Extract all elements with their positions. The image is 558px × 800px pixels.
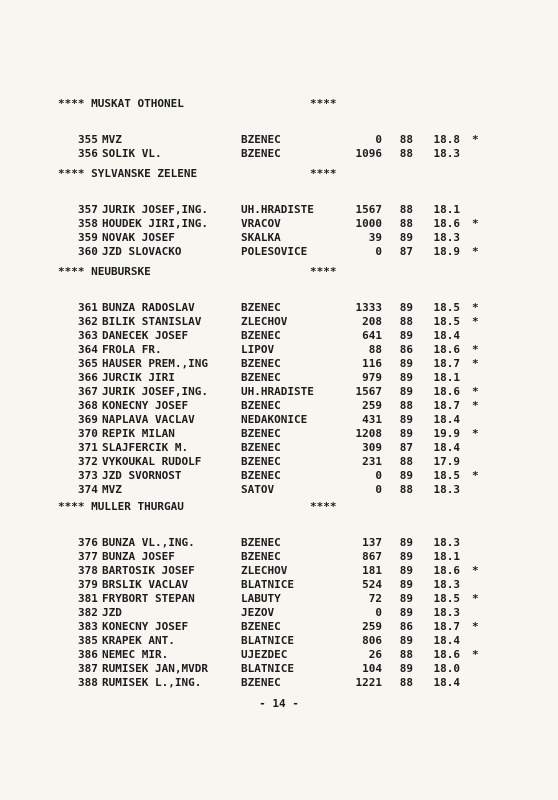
page-number: - 14 -	[259, 697, 299, 710]
variety-title: **** MULLER THURGAU	[58, 500, 184, 513]
sugar-degree: 18.7	[433, 399, 460, 412]
quantity: 259	[362, 620, 382, 633]
grower-place: BLATNICE	[241, 578, 294, 591]
entry-row	[58, 620, 498, 634]
entry-number: 364	[78, 343, 98, 356]
grower-place: SKALKA	[241, 231, 281, 244]
entry-list	[58, 203, 498, 259]
grower-place: BZENEC	[241, 427, 281, 440]
quantity: 641	[362, 329, 382, 342]
entry-row	[58, 536, 498, 550]
grower-place: BLATNICE	[241, 634, 294, 647]
grower-place: BZENEC	[241, 301, 281, 314]
grower-name: VYKOUKAL RUDOLF	[102, 455, 202, 468]
grower-name: FROLA FR.	[102, 343, 162, 356]
sugar-degree: 18.3	[433, 231, 460, 244]
award-mark: *	[472, 343, 479, 356]
variety-heading	[58, 500, 498, 514]
grower-name: BUNZA RADOSLAV	[102, 301, 195, 314]
vintage-year: 87	[399, 441, 413, 454]
variety-heading	[58, 265, 498, 279]
grower-place: BZENEC	[241, 399, 281, 412]
entry-number: 359	[78, 231, 98, 244]
award-mark: *	[472, 301, 479, 314]
vintage-year: 89	[399, 329, 413, 342]
grower-name: JURCIK JIRI	[102, 371, 175, 384]
entry-row	[58, 231, 498, 245]
grower-place: UJEZDEC	[241, 648, 288, 661]
grower-name: NEMEC MIR.	[102, 648, 169, 661]
sugar-degree: 17.9	[433, 455, 460, 468]
entry-row	[58, 564, 498, 578]
quantity: 0	[375, 469, 382, 482]
grower-place: LABUTY	[241, 592, 281, 605]
entry-list	[58, 301, 498, 497]
entry-row	[58, 399, 498, 413]
entry-row	[58, 634, 498, 648]
quantity: 0	[375, 606, 382, 619]
entry-row	[58, 606, 498, 620]
sugar-degree: 18.0	[433, 662, 460, 675]
quantity: 806	[362, 634, 382, 647]
award-mark: *	[472, 564, 479, 577]
grower-place: UH.HRADISTE	[241, 203, 314, 216]
sugar-degree: 18.9	[433, 245, 460, 258]
grower-place: BZENEC	[241, 620, 281, 633]
grower-place: BZENEC	[241, 371, 281, 384]
quantity: 181	[362, 564, 382, 577]
grower-name: BUNZA JOSEF	[102, 550, 175, 563]
grower-place: BZENEC	[241, 329, 281, 342]
entry-row	[58, 147, 498, 161]
grower-name: MVZ	[102, 133, 122, 146]
entry-number: 368	[78, 399, 98, 412]
vintage-year: 89	[399, 578, 413, 591]
award-mark: *	[472, 385, 479, 398]
grower-name: BILIK STANISLAV	[102, 315, 202, 328]
sugar-degree: 18.5	[433, 301, 460, 314]
sugar-degree: 18.6	[433, 217, 460, 230]
grower-place: BZENEC	[241, 357, 281, 370]
quantity: 1000	[355, 217, 382, 230]
grower-name: DANECEK JOSEF	[102, 329, 189, 342]
grower-name: SOLIK VL.	[102, 147, 162, 160]
entry-number: 356	[78, 147, 98, 160]
entry-number: 370	[78, 427, 98, 440]
vintage-year: 88	[399, 676, 413, 689]
sugar-degree: 18.1	[433, 203, 460, 216]
award-mark: *	[472, 592, 479, 605]
grower-place: UH.HRADISTE	[241, 385, 314, 398]
entry-number: 374	[78, 483, 98, 496]
award-mark: *	[472, 357, 479, 370]
grower-place: BZENEC	[241, 550, 281, 563]
variety-title: **** SYLVANSKE ZELENE	[58, 167, 198, 180]
quantity: 72	[368, 592, 382, 605]
variety-title: **** NEUBURSKE	[58, 265, 151, 278]
entry-row	[58, 469, 498, 483]
quantity: 1333	[355, 301, 382, 314]
entry-number: 355	[78, 133, 98, 146]
vintage-year: 88	[399, 648, 413, 661]
entry-row	[58, 648, 498, 662]
sugar-degree: 18.4	[433, 634, 460, 647]
sugar-degree: 18.5	[433, 469, 460, 482]
entry-number: 383	[78, 620, 98, 633]
entry-number: 360	[78, 245, 98, 258]
sugar-degree: 18.6	[433, 648, 460, 661]
award-mark: *	[472, 399, 479, 412]
quantity: 231	[362, 455, 382, 468]
award-mark: *	[472, 648, 479, 661]
entry-list	[58, 536, 498, 690]
quantity: 39	[368, 231, 382, 244]
entry-number: 388	[78, 676, 98, 689]
vintage-year: 89	[399, 469, 413, 482]
sugar-degree: 18.3	[433, 536, 460, 549]
grower-place: BZENEC	[241, 536, 281, 549]
entry-row	[58, 343, 498, 357]
grower-place: LIPOV	[241, 343, 275, 356]
entry-row	[58, 455, 498, 469]
entry-row	[58, 301, 498, 315]
quantity: 1567	[355, 385, 382, 398]
vintage-year: 88	[399, 455, 413, 468]
entry-number: 376	[78, 536, 98, 549]
grower-place: SATOV	[241, 483, 275, 496]
grower-place: ZLECHOV	[241, 315, 288, 328]
grower-place: BLATNICE	[241, 662, 294, 675]
grower-name: NAPLAVA VACLAV	[102, 413, 195, 426]
sugar-degree: 18.4	[433, 441, 460, 454]
vintage-year: 87	[399, 245, 413, 258]
entry-row	[58, 578, 498, 592]
quantity: 431	[362, 413, 382, 426]
entry-number: 385	[78, 634, 98, 647]
vintage-year: 89	[399, 550, 413, 563]
sugar-degree: 19.9	[433, 427, 460, 440]
sugar-degree: 18.6	[433, 564, 460, 577]
quantity: 88	[368, 343, 382, 356]
grower-name: HOUDEK JIRI,ING.	[102, 217, 208, 230]
vintage-year: 89	[399, 413, 413, 426]
vintage-year: 89	[399, 231, 413, 244]
entry-row	[58, 592, 498, 606]
entry-number: 357	[78, 203, 98, 216]
variety-title: **** MUSKAT OTHONEL	[58, 97, 184, 110]
grower-name: KONECNY JOSEF	[102, 620, 189, 633]
heading-stars: ****	[310, 500, 337, 513]
grower-name: MVZ	[102, 483, 122, 496]
grower-place: BZENEC	[241, 676, 281, 689]
vintage-year: 89	[399, 427, 413, 440]
vintage-year: 89	[399, 301, 413, 314]
entry-number: 379	[78, 578, 98, 591]
heading-stars: ****	[310, 97, 337, 110]
heading-stars: ****	[310, 265, 337, 278]
grower-place: VRACOV	[241, 217, 281, 230]
entry-number: 365	[78, 357, 98, 370]
entry-number: 381	[78, 592, 98, 605]
quantity: 26	[368, 648, 382, 661]
entry-list	[58, 133, 498, 161]
entry-number: 382	[78, 606, 98, 619]
quantity: 0	[375, 133, 382, 146]
vintage-year: 86	[399, 620, 413, 633]
entry-row	[58, 427, 498, 441]
sugar-degree: 18.7	[433, 357, 460, 370]
quantity: 867	[362, 550, 382, 563]
entry-row	[58, 676, 498, 690]
grower-name: SLAJFERCIK M.	[102, 441, 189, 454]
vintage-year: 88	[399, 217, 413, 230]
vintage-year: 89	[399, 371, 413, 384]
grower-name: BUNZA VL.,ING.	[102, 536, 195, 549]
quantity: 208	[362, 315, 382, 328]
sugar-degree: 18.5	[433, 592, 460, 605]
variety-heading	[58, 97, 498, 111]
sugar-degree: 18.8	[433, 133, 460, 146]
vintage-year: 88	[399, 133, 413, 146]
sugar-degree: 18.6	[433, 343, 460, 356]
vintage-year: 89	[399, 592, 413, 605]
entry-number: 373	[78, 469, 98, 482]
vintage-year: 88	[399, 399, 413, 412]
entry-row	[58, 245, 498, 259]
sugar-degree: 18.4	[433, 413, 460, 426]
award-mark: *	[472, 245, 479, 258]
quantity: 116	[362, 357, 382, 370]
vintage-year: 89	[399, 385, 413, 398]
grower-name: HAUSER PREM.,ING	[102, 357, 208, 370]
award-mark: *	[472, 315, 479, 328]
entry-number: 387	[78, 662, 98, 675]
quantity: 1567	[355, 203, 382, 216]
entry-number: 362	[78, 315, 98, 328]
grower-name: KRAPEK ANT.	[102, 634, 175, 647]
quantity: 979	[362, 371, 382, 384]
sugar-degree: 18.1	[433, 371, 460, 384]
entry-number: 367	[78, 385, 98, 398]
entry-row	[58, 413, 498, 427]
entry-number: 386	[78, 648, 98, 661]
grower-place: BZENEC	[241, 133, 281, 146]
entry-row	[58, 217, 498, 231]
grower-place: POLESOVICE	[241, 245, 308, 258]
grower-place: ZLECHOV	[241, 564, 288, 577]
grower-name: JURIK JOSEF,ING.	[102, 203, 208, 216]
entry-number: 366	[78, 371, 98, 384]
grower-name: KONECNY JOSEF	[102, 399, 189, 412]
sugar-degree: 18.4	[433, 329, 460, 342]
grower-place: JEZOV	[241, 606, 275, 619]
grower-name: JZD SVORNOST	[102, 469, 182, 482]
vintage-year: 89	[399, 606, 413, 619]
sugar-degree: 18.3	[433, 147, 460, 160]
entry-row	[58, 329, 498, 343]
grower-place: NEDAKONICE	[241, 413, 308, 426]
award-mark: *	[472, 427, 479, 440]
entry-row	[58, 550, 498, 564]
vintage-year: 88	[399, 315, 413, 328]
grower-name: RUMISEK L.,ING.	[102, 676, 202, 689]
award-mark: *	[472, 469, 479, 482]
entry-row	[58, 371, 498, 385]
vintage-year: 89	[399, 536, 413, 549]
entry-row	[58, 441, 498, 455]
grower-name: JZD SLOVACKO	[102, 245, 182, 258]
entry-row	[58, 357, 498, 371]
entry-row	[58, 203, 498, 217]
quantity: 259	[362, 399, 382, 412]
sugar-degree: 18.1	[433, 550, 460, 563]
variety-section	[58, 167, 498, 259]
award-mark: *	[472, 620, 479, 633]
grower-name: RUMISEK JAN,MVDR	[102, 662, 208, 675]
quantity: 137	[362, 536, 382, 549]
grower-place: BZENEC	[241, 441, 281, 454]
vintage-year: 89	[399, 634, 413, 647]
quantity: 524	[362, 578, 382, 591]
entry-number: 378	[78, 564, 98, 577]
variety-section	[58, 97, 498, 161]
vintage-year: 86	[399, 343, 413, 356]
grower-name: JZD	[102, 606, 122, 619]
quantity: 1208	[355, 427, 382, 440]
quantity: 0	[375, 483, 382, 496]
entry-number: 372	[78, 455, 98, 468]
variety-section	[58, 265, 498, 497]
entry-number: 369	[78, 413, 98, 426]
entry-number: 358	[78, 217, 98, 230]
sugar-degree: 18.3	[433, 578, 460, 591]
entry-row	[58, 662, 498, 676]
sugar-degree: 18.7	[433, 620, 460, 633]
grower-name: BARTOSIK JOSEF	[102, 564, 195, 577]
sugar-degree: 18.6	[433, 385, 460, 398]
vintage-year: 89	[399, 564, 413, 577]
quantity: 309	[362, 441, 382, 454]
entry-number: 371	[78, 441, 98, 454]
entry-number: 377	[78, 550, 98, 563]
entry-row	[58, 483, 498, 497]
variety-heading	[58, 167, 498, 181]
sugar-degree: 18.4	[433, 676, 460, 689]
grower-name: REPIK MILAN	[102, 427, 175, 440]
sugar-degree: 18.5	[433, 315, 460, 328]
quantity: 1221	[355, 676, 382, 689]
sugar-degree: 18.3	[433, 483, 460, 496]
vintage-year: 88	[399, 203, 413, 216]
entry-row	[58, 385, 498, 399]
grower-place: BZENEC	[241, 147, 281, 160]
vintage-year: 89	[399, 662, 413, 675]
award-mark: *	[472, 217, 479, 230]
grower-name: JURIK JOSEF,ING.	[102, 385, 208, 398]
entry-number: 363	[78, 329, 98, 342]
heading-stars: ****	[310, 167, 337, 180]
grower-place: BZENEC	[241, 455, 281, 468]
entry-row	[58, 133, 498, 147]
variety-section	[58, 500, 498, 690]
grower-name: BRSLIK VACLAV	[102, 578, 189, 591]
quantity: 1096	[355, 147, 382, 160]
sugar-degree: 18.3	[433, 606, 460, 619]
grower-name: FRYBORT STEPAN	[102, 592, 195, 605]
entry-number: 361	[78, 301, 98, 314]
award-mark: *	[472, 133, 479, 146]
vintage-year: 88	[399, 483, 413, 496]
grower-place: BZENEC	[241, 469, 281, 482]
entry-row	[58, 315, 498, 329]
vintage-year: 89	[399, 357, 413, 370]
vintage-year: 88	[399, 147, 413, 160]
quantity: 0	[375, 245, 382, 258]
quantity: 104	[362, 662, 382, 675]
grower-name: NOVAK JOSEF	[102, 231, 175, 244]
